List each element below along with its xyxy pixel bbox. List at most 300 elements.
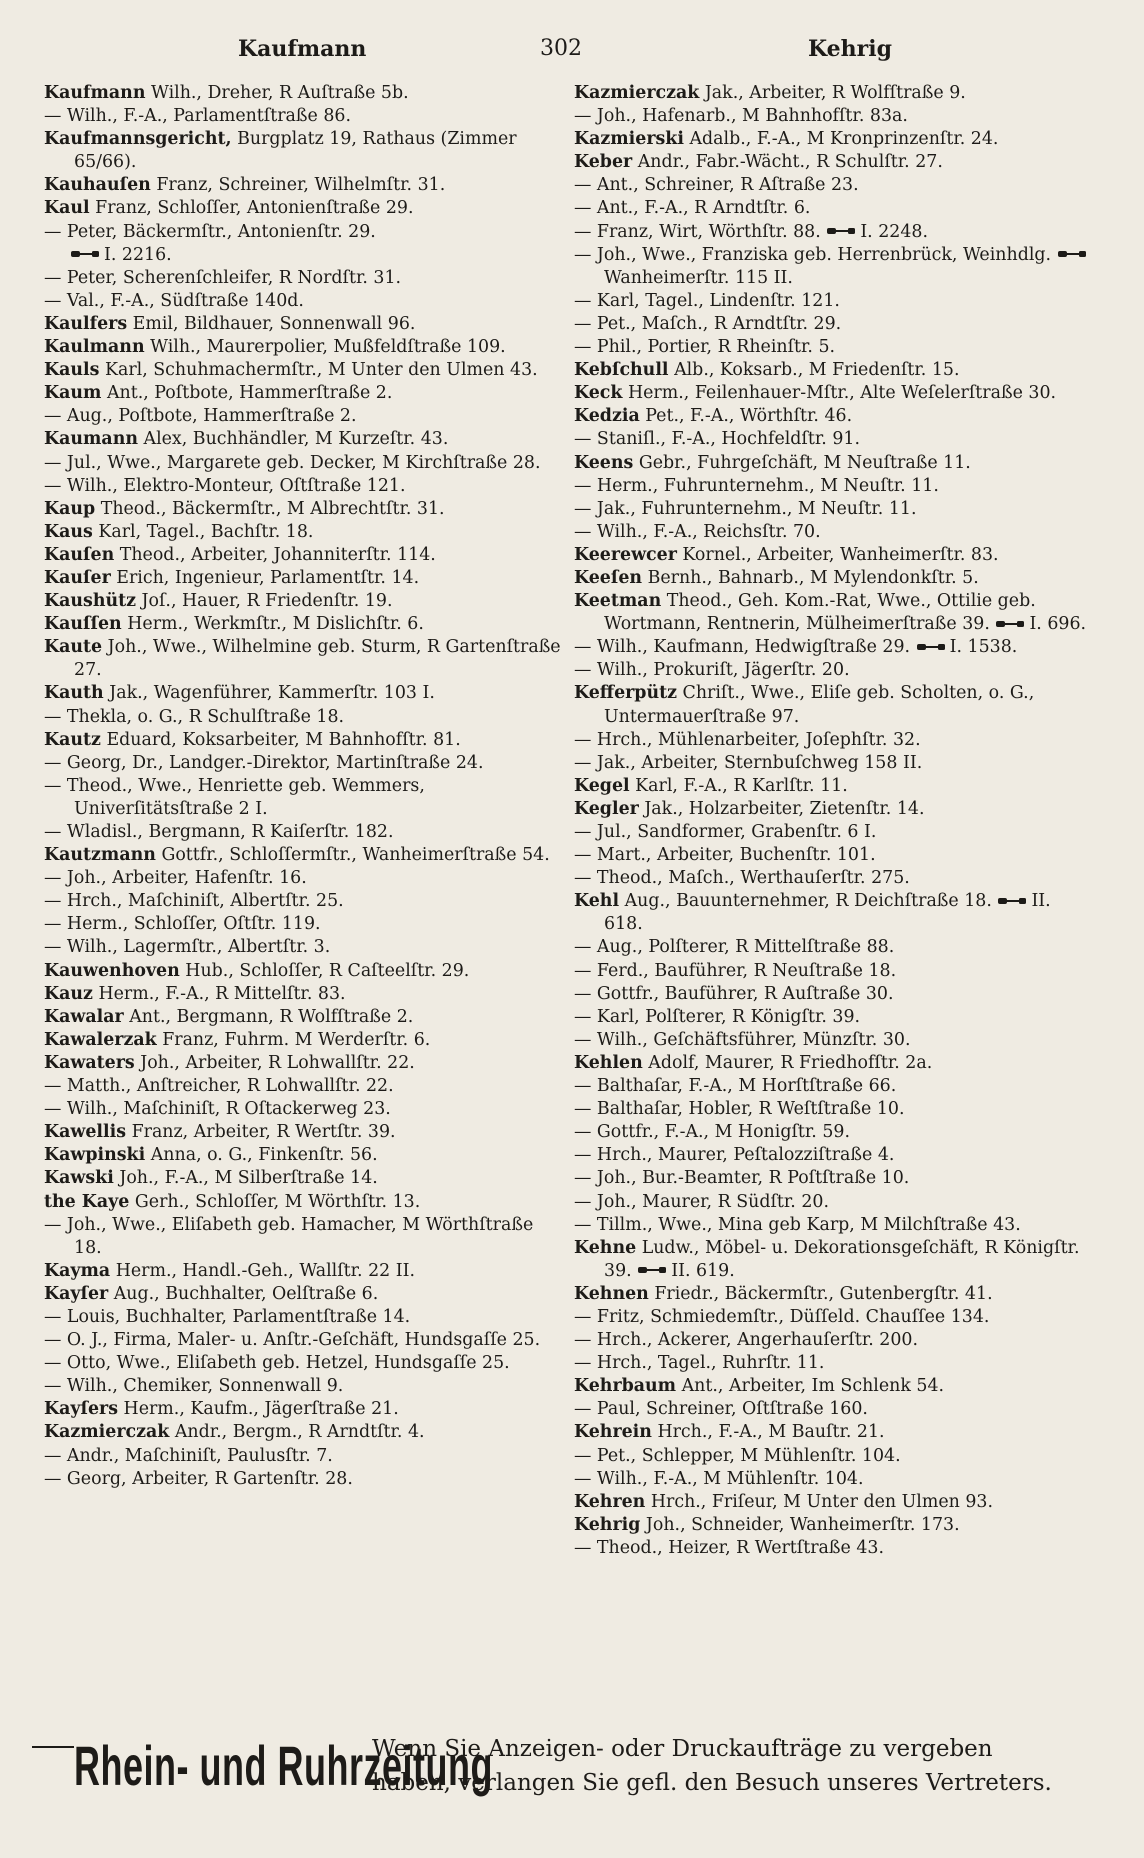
directory-entry: [44, 475, 564, 498]
entry-name: Keerewcer: [574, 544, 677, 565]
directory-entry: [574, 1191, 1094, 1214]
directory-entry: [44, 867, 564, 890]
entry-details: — Peter, Bäckermſtr., Antonienſtr. 29.: [44, 221, 376, 242]
entry-details: — Wilh., Kaufmann, Hedwigſtraße 29.: [574, 637, 911, 658]
entry-details: — Fritz, Schmiedemſtr., Düſſeld. Chauſſee 134.: [574, 1306, 990, 1327]
directory-entry: [574, 1306, 1094, 1329]
directory-entry: [574, 1352, 1094, 1375]
directory-entry: [574, 798, 1094, 821]
telephone-icon: [997, 896, 1027, 906]
entry-details: Aug., Bauunternehmer, R Deichſtraße 18.: [624, 891, 992, 912]
entry-details: — Gottfr., Bauführer, R Auſtraße 30.: [574, 983, 894, 1004]
directory-entry: [574, 1445, 1094, 1468]
entry-details: — Gottfr., F.-A., M Honigſtr. 59.: [574, 1122, 850, 1143]
entry-details: — Staniſl., F.-A., Hochfeldſtr. 91.: [574, 429, 860, 450]
directory-entry: [44, 729, 564, 752]
entry-name: Kehrbaum: [574, 1376, 677, 1397]
directory-entry: [574, 890, 1094, 936]
entry-details: — Phil., Portier, R Rheinſtr. 5.: [574, 337, 836, 358]
directory-entry: [44, 405, 564, 428]
directory-entry: [574, 336, 1094, 359]
telephone-icon: [916, 642, 946, 652]
entry-details: — Ferd., Bauführer, R Neuſtraße 18.: [574, 960, 897, 981]
entry-name: Kautzmann: [44, 845, 156, 866]
entry-details: — Joh., Arbeiter, Hafenſtr. 16.: [44, 868, 307, 889]
phone-number: II. 618.: [604, 891, 1051, 935]
directory-entry: [574, 1237, 1094, 1283]
entry-name: Kawpinski: [44, 1145, 146, 1166]
directory-entry: [44, 913, 564, 936]
entry-details: — Theod., Maſch., Werthauſerſtr. 275.: [574, 868, 910, 889]
directory-entry: [574, 475, 1094, 498]
entry-name: Kaulfers: [44, 313, 128, 334]
entry-name: Kawski: [44, 1168, 114, 1189]
directory-entry: [574, 821, 1094, 844]
entry-name: Keber: [574, 152, 633, 173]
directory-entry: [44, 1006, 564, 1029]
entry-details: Gerh., Schloſſer, M Wörthſtr. 13.: [134, 1191, 421, 1212]
directory-entry: [574, 544, 1094, 567]
entry-details: — Wilh., Prokuriſt, Jägerſtr. 20.: [574, 660, 850, 681]
directory-entry: [44, 1214, 564, 1260]
directory-entry: [574, 1167, 1094, 1190]
directory-entry: [44, 359, 564, 382]
entry-name: Kedzia: [574, 406, 640, 427]
directory-entry: [44, 313, 564, 336]
entry-name: Kehnen: [574, 1283, 649, 1304]
entry-details: Chriſt., Wwe., Eliſe geb. Scholten, o. G., Untermauerſtraße 97.: [604, 683, 1035, 727]
directory-entry: [574, 1029, 1094, 1052]
entry-details: — Theod., Wwe., Henriette geb. Wemmers, Univerſitätsſtraße 2 I.: [44, 775, 425, 819]
directory-entry: [44, 452, 564, 475]
entry-name: Kauſen: [44, 544, 115, 565]
entry-details: Hrch., Friſeur, M Unter den Ulmen 93.: [650, 1491, 994, 1512]
entry-details: — Aug., Poſtbote, Hammerſtraße 2.: [44, 406, 357, 427]
entry-name: the Kaye: [44, 1191, 130, 1212]
entry-details: — Karl, Tagel., Lindenſtr. 121.: [574, 290, 840, 311]
entry-details: Joh., Schneider, Wanheimerſtr. 173.: [645, 1514, 960, 1535]
entry-details: Wilh., Dreher, R Auſtraße 5b.: [151, 83, 409, 103]
entry-details: Joh., F.-A., M Silberſtraße 14.: [119, 1168, 378, 1189]
entry-details: — Ant., F.-A., R Arndtſtr. 6.: [574, 198, 811, 219]
entry-details: — Jul., Wwe., Margarete geb. Decker, M Kirchſtraße 28.: [44, 452, 541, 473]
entry-name: Kayſers: [44, 1399, 118, 1420]
directory-entry: [574, 1098, 1094, 1121]
directory-entry: [574, 659, 1094, 682]
directory-entry: [574, 1514, 1094, 1537]
directory-entry: [574, 290, 1094, 313]
entry-name: Kaushütz: [44, 591, 137, 612]
directory-entry: [574, 1398, 1094, 1421]
entry-details: Theod., Arbeiter, Johanniterſtr. 114.: [119, 544, 436, 565]
entry-name: Kayſer: [44, 1283, 109, 1304]
entry-details: Emil, Bildhauer, Sonnenwall 96.: [132, 313, 416, 334]
entry-details: — Wilh., Elektro-Monteur, Oſtſtraße 121.: [44, 475, 406, 496]
entry-details: — Georg, Dr., Landger.-Direktor, Martinſtraße 24.: [44, 752, 484, 773]
directory-entry: [574, 1537, 1094, 1560]
entry-name: Kayma: [44, 1260, 111, 1281]
entry-name: Kehlen: [574, 1052, 643, 1073]
entry-details: — Thekla, o. G., R Schulſtraße 18.: [44, 706, 345, 727]
entry-name: Kauſer: [44, 567, 111, 588]
directory-entry: [574, 1491, 1094, 1514]
directory-entry: [574, 382, 1094, 405]
directory-entry: [574, 1144, 1094, 1167]
entry-details: — Pet., Maſch., R Arndtſtr. 29.: [574, 313, 842, 334]
entry-details: Theod., Geh. Kom.-Rat, Wwe., Ottilie geb. Wortmann, Rentnerin, Mülheimerſtraße 39.: [604, 591, 1036, 635]
ad-text-line: haben, verlangen Sie gefl. den Besuch unseres Vertreters.: [372, 1770, 1052, 1796]
directory-entry: [574, 128, 1094, 151]
entry-name: Kazmierski: [574, 129, 684, 150]
ad-rule: [32, 1746, 74, 1748]
entry-details: Joſ., Hauer, R Friedenſtr. 19.: [141, 591, 393, 612]
entry-details: — Joh., Bur.-Beamter, R Poſtſtraße 10.: [574, 1168, 910, 1189]
entry-details: — Val., F.-A., Südſtraße 140d.: [44, 290, 304, 311]
entry-name: Kehrig: [574, 1514, 641, 1535]
entry-details: Friedr., Bäckermſtr., Gutenbergſtr. 41.: [654, 1283, 993, 1304]
entry-name: Kehne: [574, 1237, 637, 1258]
page-number: 302: [540, 36, 582, 61]
entry-details: Gottfr., Schloſſermſtr., Wanheimerſtraße 54.: [161, 845, 550, 866]
directory-entry: [574, 82, 1094, 105]
directory-entry: [44, 1283, 564, 1306]
entry-name: Kebſchull: [574, 360, 669, 381]
directory-entry: [44, 1329, 564, 1352]
entry-name: Keck: [574, 383, 623, 404]
entry-details: Adolf, Maurer, R Friedhofſtr. 2a.: [648, 1052, 933, 1073]
entry-name: Kauls: [44, 360, 100, 381]
directory-entry: [44, 428, 564, 451]
entry-details: Joh., Wwe., Wilhelmine geb. Sturm, R Gartenſtraße 27.: [74, 637, 561, 681]
entry-details: — Joh., Maurer, R Südſtr. 20.: [574, 1191, 829, 1212]
directory-entry: [44, 890, 564, 913]
entry-details: — Tillm., Wwe., Mina geb Karp, M Milchſtraße 43.: [574, 1214, 1021, 1235]
entry-name: Keeſen: [574, 567, 643, 588]
directory-entry: [574, 1329, 1094, 1352]
directory-entry: [44, 775, 564, 821]
directory-entry: [574, 1214, 1094, 1237]
directory-entry: [44, 521, 564, 544]
entry-name: Kauth: [44, 683, 104, 704]
directory-entry: [44, 290, 564, 313]
directory-entry: [44, 1075, 564, 1098]
entry-details: — Peter, Scherenſchleifer, R Nordſtr. 31.: [44, 267, 402, 288]
directory-entry: [574, 105, 1094, 128]
entry-name: Kaufmannsgericht,: [44, 129, 232, 150]
entry-details: Karl, Schuhmachermſtr., M Unter den Ulmen 43.: [104, 360, 538, 381]
entry-details: — Jak., Arbeiter, Sternbuſchweg 158 II.: [574, 752, 923, 773]
entry-name: Kefferpütz: [574, 683, 678, 704]
entry-details: Franz, Schreiner, Wilhelmſtr. 31.: [156, 175, 446, 196]
header-last-name: Kehrig: [808, 36, 892, 62]
directory-entry: [44, 1121, 564, 1144]
entry-details: Franz, Fuhrm. M Werderſtr. 6.: [162, 1029, 431, 1050]
entry-details: — Pet., Schlepper, M Mühlenſtr. 104.: [574, 1445, 901, 1466]
directory-entry: [574, 1421, 1094, 1444]
entry-name: Keetman: [574, 591, 662, 612]
entry-details: — Wilh., Lagermſtr., Albertſtr. 3.: [44, 937, 331, 958]
directory-entry: [44, 174, 564, 197]
entry-details: Andr., Bergm., R Arndtſtr. 4.: [174, 1422, 425, 1443]
entry-details: — Joh., Wwe., Eliſabeth geb. Hamacher, M Wörthſtraße 18.: [44, 1214, 534, 1258]
directory-entry: [44, 197, 564, 220]
ad-text-line: Wenn Sie Anzeigen- oder Druckaufträge zu vergeben: [372, 1736, 993, 1762]
entry-name: Kaulmann: [44, 337, 145, 358]
directory-entry: [574, 1006, 1094, 1029]
directory-entry: [44, 244, 564, 267]
entry-details: Kornel., Arbeiter, Wanheimerſtr. 83.: [682, 544, 999, 565]
entry-details: — Wilh., Geſchäftsführer, Münzſtr. 30.: [574, 1029, 911, 1050]
directory-entry: [574, 682, 1094, 728]
directory-entry: [574, 428, 1094, 451]
entry-name: Kaup: [44, 498, 96, 519]
entry-details: — Andr., Maſchiniſt, Paulusſtr. 7.: [44, 1445, 333, 1466]
directory-entry: [44, 983, 564, 1006]
entry-name: Kauhauſen: [44, 175, 151, 196]
entry-details: — Joh., Wwe., Franziska geb. Herrenbrück, Weinhdlg.: [574, 244, 1052, 265]
entry-details: — Louis, Buchhalter, Parlamentſtraße 14.: [44, 1306, 411, 1327]
newspaper-advertisement: [32, 1726, 1116, 1826]
entry-details: Andr., Fabr.-Wächt., R Schulſtr. 27.: [637, 152, 943, 173]
entry-details: Bernh., Bahnarb., M Mylendonkſtr. 5.: [647, 567, 979, 588]
directory-entry: [574, 521, 1094, 544]
directory-entry: [44, 590, 564, 613]
directory-entry: [44, 1260, 564, 1283]
entry-details: Ant., Poſtbote, Hammerſtraße 2.: [106, 383, 393, 404]
entry-name: Kegler: [574, 798, 639, 819]
left-column: [44, 82, 564, 1491]
phone-number: I. 2248.: [860, 221, 929, 242]
entry-name: Kawellis: [44, 1122, 127, 1143]
entry-details: Franz, Schloſſer, Antonienſtraße 29.: [95, 198, 414, 219]
entry-name: Keens: [574, 452, 634, 473]
directory-entry: [574, 174, 1094, 197]
entry-details: — Hrch., Maſchiniſt, Albertſtr. 25.: [44, 891, 344, 912]
directory-entry: [44, 567, 564, 590]
directory-entry: [44, 613, 564, 636]
entry-name: Kehren: [574, 1491, 646, 1512]
directory-entry: [44, 706, 564, 729]
directory-entry: [44, 1445, 564, 1468]
directory-entry: [574, 1121, 1094, 1144]
directory-entry: [574, 151, 1094, 174]
entry-name: Kawalerzak: [44, 1029, 157, 1050]
directory-entry: [44, 1098, 564, 1121]
directory-entry: [574, 221, 1094, 244]
phone-number: II. 619.: [671, 1260, 735, 1281]
entry-details: — Balthaſar, F.-A., M Horſtſtraße 66.: [574, 1076, 897, 1097]
directory-entry: [574, 752, 1094, 775]
directory-entry: [44, 1191, 564, 1214]
entry-details: Karl, Tagel., Bachſtr. 18.: [98, 521, 314, 542]
entry-details: — Georg, Arbeiter, R Gartenſtr. 28.: [44, 1468, 353, 1489]
entry-name: Kawaters: [44, 1052, 135, 1073]
directory-entry: [574, 960, 1094, 983]
directory-entry: [574, 590, 1094, 636]
directory-entry: [574, 1075, 1094, 1098]
ad-brand: Rhein- und Ruhrzeitung: [74, 1734, 493, 1798]
directory-entry: [44, 682, 564, 705]
entry-details: — Wilh., F.-A., Reichsſtr. 70.: [574, 521, 821, 542]
entry-details: — Hrch., Maurer, Peſtalozziſtraße 4.: [574, 1145, 895, 1166]
directory-entry: [44, 936, 564, 959]
telephone-icon: [1057, 249, 1087, 259]
entry-details: — Theod., Heizer, R Wertſtraße 43.: [574, 1537, 884, 1558]
entry-details: Aug., Buchhalter, Oelſtraße 6.: [113, 1283, 379, 1304]
entry-details: Eduard, Koksarbeiter, M Bahnhofſtr. 81.: [106, 729, 461, 750]
entry-details: — Paul, Schreiner, Oſtſtraße 160.: [574, 1399, 868, 1420]
entry-details: Franz, Arbeiter, R Wertſtr. 39.: [131, 1122, 396, 1143]
phone-number: I. 1538.: [949, 637, 1018, 658]
directory-entry: [574, 636, 1094, 659]
directory-entry: [44, 1398, 564, 1421]
entry-details: — Franz, Wirt, Wörthſtr. 88.: [574, 221, 821, 242]
entry-details: Karl, F.-A., R Karlſtr. 11.: [635, 775, 848, 796]
directory-entry: [574, 1283, 1094, 1306]
directory-entry: [44, 267, 564, 290]
entry-details: — Wilh., F.-A., M Mühlenſtr. 104.: [574, 1468, 864, 1489]
entry-name: Kaute: [44, 637, 103, 658]
entry-details: Erich, Ingenieur, Parlamentſtr. 14.: [116, 567, 420, 588]
header-first-name: Kaufmann: [238, 36, 367, 62]
page-header: [48, 36, 1096, 70]
entry-name: Kegel: [574, 775, 630, 796]
entry-details: — Hrch., Ackerer, Angerhauſerſtr. 200.: [574, 1330, 919, 1351]
entry-details: Hub., Schloſſer, R Caſteelſtr. 29.: [185, 960, 470, 981]
entry-details: Theod., Bäckermſtr., M Albrechtſtr. 31.: [100, 498, 445, 519]
entry-name: Kaum: [44, 383, 102, 404]
directory-entry: [44, 105, 564, 128]
entry-details: Herm., Handl.-Geh., Wallſtr. 22 II.: [115, 1260, 416, 1281]
entry-name: Kaumann: [44, 429, 138, 450]
entry-name: Kauwenhoven: [44, 960, 180, 981]
directory-entry: [574, 1052, 1094, 1075]
directory-entry: [44, 1144, 564, 1167]
directory-entry: [574, 729, 1094, 752]
directory-entry: [44, 128, 564, 174]
directory-entry: [574, 498, 1094, 521]
entry-details: Pet., F.-A., Wörthſtr. 46.: [645, 406, 853, 427]
entry-name: Kaul: [44, 198, 90, 219]
entry-details: — Ant., Schreiner, R Aſtraße 23.: [574, 175, 859, 196]
ad-text: [372, 1732, 1102, 1800]
entry-details: — Joh., Hafenarb., M Bahnhofſtr. 83a.: [574, 106, 908, 127]
entry-details: Wilh., Maurerpolier, Mußfeldſtraße 109.: [150, 337, 506, 358]
directory-entry: [44, 498, 564, 521]
telephone-icon: [826, 226, 856, 236]
entry-details: Jak., Holzarbeiter, Zietenſtr. 14.: [644, 798, 925, 819]
entry-details: — Otto, Wwe., Eliſabeth geb. Hetzel, Hundsgaſſe 25.: [44, 1353, 510, 1374]
entry-details: Anna, o. G., Finkenſtr. 56.: [150, 1145, 378, 1166]
entry-details: — Jak., Fuhrunternehm., M Neuſtr. 11.: [574, 498, 917, 519]
entry-details: Alex, Buchhändler, M Kurzeſtr. 43.: [143, 429, 449, 450]
entry-details: — Matth., Anſtreicher, R Lohwallſtr. 22.: [44, 1076, 394, 1097]
entry-details: — Herm., Schloſſer, Oſtſtr. 119.: [44, 914, 321, 935]
directory-entry: [44, 821, 564, 844]
directory-entry: [574, 452, 1094, 475]
entry-details: — Herm., Fuhrunternehm., M Neuſtr. 11.: [574, 475, 939, 496]
entry-details: Hrch., F.-A., M Bauſtr. 21.: [657, 1422, 885, 1443]
directory-entry: [44, 544, 564, 567]
entry-details: Herm., Feilenhauer-Mſtr., Alte Weſelerſtraße 30.: [627, 383, 1057, 404]
entry-name: Kauſſen: [44, 614, 122, 635]
right-column: [574, 82, 1094, 1560]
directory-entry: [574, 936, 1094, 959]
directory-entry: [574, 1375, 1094, 1398]
directory-entry: [574, 775, 1094, 798]
directory-entry: [574, 313, 1094, 336]
entry-name: Kauz: [44, 983, 93, 1004]
entry-details: Adalb., F.-A., M Kronprinzenſtr. 24.: [689, 129, 999, 150]
entry-details: — Wilh., F.-A., Parlamentſtraße 86.: [44, 106, 352, 127]
telephone-icon: [70, 249, 100, 259]
entry-name: Kehl: [574, 891, 620, 912]
entry-name: Kawalar: [44, 1006, 124, 1027]
entry-name: Kehrein: [574, 1422, 652, 1443]
entry-details: — O. J., Firma, Maler- u. Anſtr.-Geſchäft, Hundsgaſſe 25.: [44, 1330, 541, 1351]
directory-entry: [44, 636, 564, 682]
entry-name: Kaus: [44, 521, 93, 542]
phone-number: Wanheimerſtr. 115 II.: [604, 267, 793, 288]
entry-details: Herm., F.-A., R Mittelſtr. 83.: [98, 983, 346, 1004]
directory-entry: [574, 197, 1094, 220]
directory-entry: [574, 867, 1094, 890]
entry-details: Jak., Arbeiter, R Wolfſtraße 9.: [704, 83, 966, 103]
directory-entry: [44, 336, 564, 359]
directory-entry: [44, 1352, 564, 1375]
directory-entry: [44, 1306, 564, 1329]
entry-details: Jak., Wagenführer, Kammerſtr. 103 I.: [109, 683, 435, 704]
directory-entry: [574, 983, 1094, 1006]
entry-name: Kazmierczak: [44, 1422, 170, 1443]
entry-details: — Wilh., Maſchiniſt, R Oſtackerweg 23.: [44, 1099, 391, 1120]
entry-details: Ant., Bergmann, R Wolfſtraße 2.: [129, 1006, 414, 1027]
entry-details: — Hrch., Mühlenarbeiter, Joſephſtr. 32.: [574, 729, 921, 750]
directory-entry: [44, 1052, 564, 1075]
phone-number: I. 696.: [1029, 614, 1087, 635]
directory-entry: [44, 382, 564, 405]
entry-details: Alb., Koksarb., M Friedenſtr. 15.: [674, 360, 960, 381]
entry-details: — Karl, Polſterer, R Königſtr. 39.: [574, 1006, 861, 1027]
entry-details: — Balthaſar, Hobler, R Weſtſtraße 10.: [574, 1099, 905, 1120]
directory-entry: [44, 221, 564, 244]
directory-entry: [44, 1167, 564, 1190]
directory-entry: [574, 1468, 1094, 1491]
directory-entry: [44, 1029, 564, 1052]
directory-entry: [44, 960, 564, 983]
entry-details: Burgplatz 19, Rathaus (Zimmer 65/66).: [74, 129, 517, 173]
directory-entry: [574, 359, 1094, 382]
entry-name: Kaufmann: [44, 83, 146, 103]
entry-details: — Hrch., Tagel., Ruhrſtr. 11.: [574, 1353, 825, 1374]
entry-details: I. 2216.: [104, 244, 172, 265]
directory-entry: [44, 1468, 564, 1491]
directory-entry: [44, 1421, 564, 1444]
telephone-icon: [637, 1265, 667, 1275]
directory-entry: [574, 844, 1094, 867]
entry-details: Ludw., Möbel- u. Dekorationsgeſchäft, R Königſtr. 39.: [604, 1237, 1080, 1281]
telephone-icon: [995, 619, 1025, 629]
entry-details: Ant., Arbeiter, Im Schlenk 54.: [681, 1376, 945, 1397]
directory-entry: [574, 244, 1094, 290]
entry-name: Kazmierczak: [574, 83, 700, 103]
directory-entry: [44, 1375, 564, 1398]
entry-details: — Jul., Sandformer, Grabenſtr. 6 I.: [574, 822, 877, 842]
entry-details: — Wladisl., Bergmann, R Kaiſerſtr. 182.: [44, 822, 394, 842]
directory-entry: [574, 405, 1094, 428]
entry-details: — Wilh., Chemiker, Sonnenwall 9.: [44, 1376, 344, 1397]
entry-details: Gebr., Fuhrgeſchäft, M Neuſtraße 11.: [638, 452, 971, 473]
